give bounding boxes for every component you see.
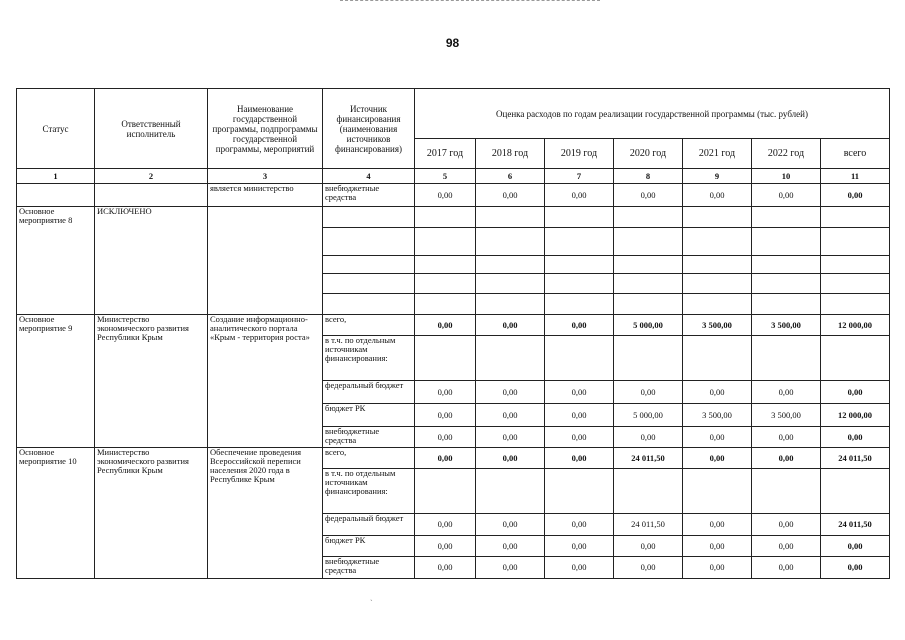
total-cell: 0,00 (821, 557, 890, 579)
year-header: 2018 год (476, 139, 545, 169)
budget-table (16, 88, 890, 579)
value-cell: 0,00 (752, 557, 821, 579)
value-cell: 0,00 (415, 427, 476, 448)
status-cell: Основное мероприятие 9 (17, 315, 95, 448)
status-cell: Основное мероприятие 8 (17, 207, 95, 315)
value-cell: 24 011,50 (614, 514, 683, 536)
value-cell: 0,00 (476, 536, 545, 557)
empty-cell (17, 184, 95, 207)
total-cell: 0,00 (821, 427, 890, 448)
value-cell: 0,00 (415, 315, 476, 336)
source-cell: федеральный бюджет (323, 514, 415, 536)
program-name-cell: Создание информационно-аналитического портала «Крым - территория роста» (208, 315, 323, 448)
header-status: Статус (17, 89, 95, 169)
source-cell: в т.ч. по отдельным источникам финансирования: (323, 469, 415, 514)
year-header: 2020 год (614, 139, 683, 169)
value-cell: 0,00 (476, 404, 545, 427)
source-cell: бюджет РК (323, 536, 415, 557)
column-number: 9 (683, 169, 752, 184)
value-cell: 0,00 (614, 381, 683, 404)
value-cell: 3 500,00 (752, 404, 821, 427)
column-number: 1 (17, 169, 95, 184)
value-cell: 5 000,00 (614, 315, 683, 336)
value-cell: 0,00 (415, 184, 476, 207)
source-cell: в т.ч. по отдельным источникам финансирования: (323, 336, 415, 381)
value-cell: 0,00 (752, 184, 821, 207)
table-row (17, 315, 890, 336)
program-name-cell: Обеспечение проведения Всероссийской переписи населения 2020 года в Республике Крым (208, 448, 323, 579)
header-executor: Ответственный исполнитель (95, 89, 208, 169)
column-number: 11 (821, 169, 890, 184)
value-cell: 0,00 (476, 448, 545, 469)
header-estimate: Оценка расходов по годам реализации государственной программы (тыс. рублей) (415, 89, 890, 139)
executor-cell: Министерство экономического развития Республики Крым (95, 315, 208, 448)
column-number: 8 (614, 169, 683, 184)
value-cell: 0,00 (476, 514, 545, 536)
value-cell: 0,00 (614, 184, 683, 207)
value-cell: 0,00 (476, 557, 545, 579)
page-number: 98 (445, 36, 460, 50)
value-cell: 0,00 (545, 514, 614, 536)
value-cell: 0,00 (545, 448, 614, 469)
column-number: 4 (323, 169, 415, 184)
year-header: 2021 год (683, 139, 752, 169)
status-cell: Основное мероприятие 10 (17, 448, 95, 579)
value-cell: 0,00 (476, 427, 545, 448)
table-row (17, 448, 890, 469)
header-source: Источник финансирования (наименования источников финансирования) (323, 89, 415, 169)
value-cell: 0,00 (545, 557, 614, 579)
program-name-cell: является министерство (208, 184, 323, 207)
value-cell: 0,00 (415, 514, 476, 536)
value-cell: 0,00 (476, 381, 545, 404)
value-cell: 0,00 (752, 536, 821, 557)
total-cell: 24 011,50 (821, 514, 890, 536)
scan-top-line (340, 0, 600, 3)
value-cell: 0,00 (545, 404, 614, 427)
year-header: 2017 год (415, 139, 476, 169)
source-cell: внебюджетные средства (323, 557, 415, 579)
value-cell: 0,00 (415, 536, 476, 557)
value-cell: 0,00 (415, 404, 476, 427)
value-cell: 0,00 (614, 557, 683, 579)
year-header: 2019 год (545, 139, 614, 169)
value-cell: 0,00 (683, 536, 752, 557)
value-cell: 0,00 (545, 381, 614, 404)
total-cell: 24 011,50 (821, 448, 890, 469)
table-row (17, 207, 890, 228)
scan-speck: ˏ (370, 592, 373, 601)
value-cell: 0,00 (545, 315, 614, 336)
column-number: 10 (752, 169, 821, 184)
column-number: 5 (415, 169, 476, 184)
value-cell: 0,00 (476, 184, 545, 207)
value-cell: 0,00 (545, 536, 614, 557)
value-cell: 0,00 (545, 427, 614, 448)
value-cell: 3 500,00 (683, 404, 752, 427)
value-cell: 0,00 (545, 184, 614, 207)
year-header: 2022 год (752, 139, 821, 169)
column-number: 7 (545, 169, 614, 184)
source-cell: всего, (323, 448, 415, 469)
year-header-total: всего (821, 139, 890, 169)
column-number: 6 (476, 169, 545, 184)
value-cell: 0,00 (752, 427, 821, 448)
value-cell: 0,00 (476, 315, 545, 336)
value-cell: 0,00 (752, 448, 821, 469)
executor-cell: ИСКЛЮЧЕНО (95, 207, 208, 315)
source-cell: всего, (323, 315, 415, 336)
value-cell: 24 011,50 (614, 448, 683, 469)
total-cell: 0,00 (821, 381, 890, 404)
value-cell: 0,00 (415, 381, 476, 404)
value-cell: 0,00 (683, 448, 752, 469)
value-cell: 0,00 (683, 381, 752, 404)
total-cell: 0,00 (821, 184, 890, 207)
value-cell: 0,00 (415, 448, 476, 469)
total-cell: 0,00 (821, 536, 890, 557)
value-cell: 0,00 (614, 427, 683, 448)
column-number: 2 (95, 169, 208, 184)
total-cell: 12 000,00 (821, 315, 890, 336)
value-cell: 0,00 (752, 381, 821, 404)
table-row (17, 184, 890, 207)
value-cell: 0,00 (614, 536, 683, 557)
empty-cell (95, 184, 208, 207)
value-cell: 3 500,00 (683, 315, 752, 336)
header-row (17, 89, 890, 139)
empty-cell (208, 207, 323, 315)
value-cell: 5 000,00 (614, 404, 683, 427)
source-cell: бюджет РК (323, 404, 415, 427)
source-cell: федеральный бюджет (323, 381, 415, 404)
value-cell: 0,00 (683, 557, 752, 579)
value-cell: 0,00 (752, 514, 821, 536)
executor-cell: Министерство экономического развития Республики Крым (95, 448, 208, 579)
value-cell: 0,00 (683, 427, 752, 448)
value-cell: 0,00 (415, 557, 476, 579)
value-cell: 3 500,00 (752, 315, 821, 336)
total-cell: 12 000,00 (821, 404, 890, 427)
header-program-name: Наименование государственной программы, подпрограммы государственной программы, мероприятий (208, 89, 323, 169)
column-numbers-row (17, 169, 890, 184)
value-cell: 0,00 (683, 184, 752, 207)
source-cell: внебюджетные средства (323, 427, 415, 448)
value-cell: 0,00 (683, 514, 752, 536)
column-number: 3 (208, 169, 323, 184)
source-cell: внебюджетные средства (323, 184, 415, 207)
